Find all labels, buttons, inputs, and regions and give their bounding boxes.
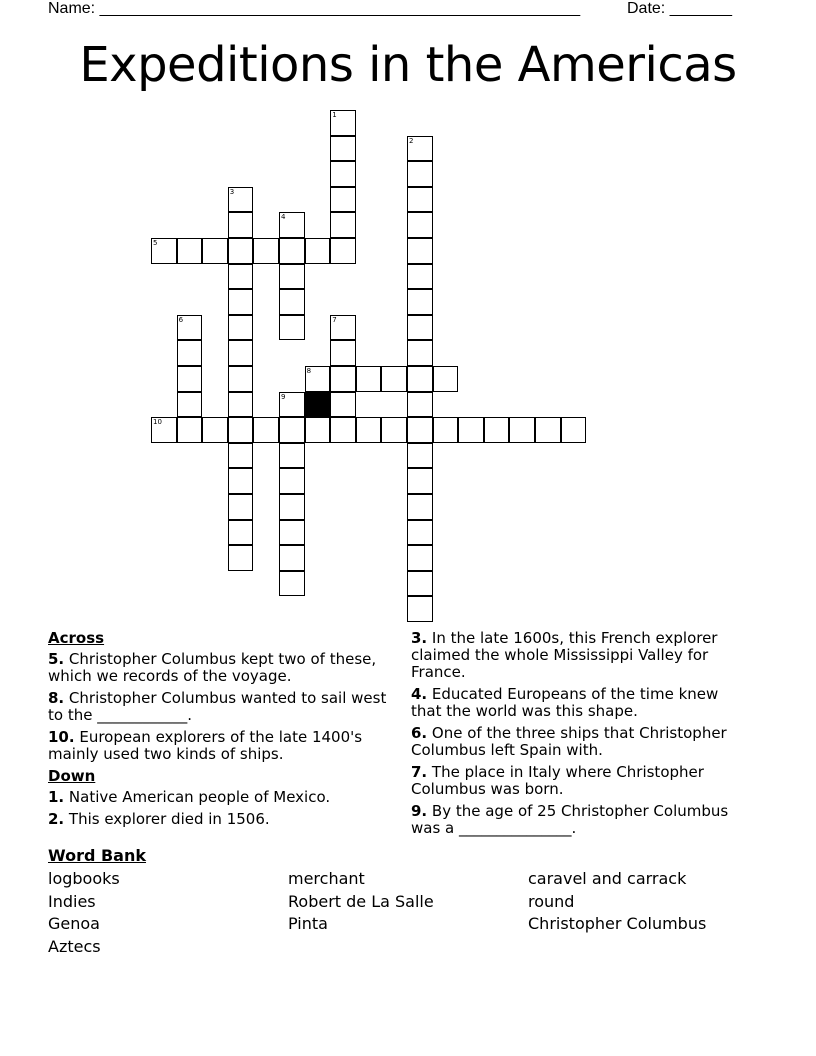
clue-down-6 xyxy=(411,725,751,759)
word-bank-title: Word Bank xyxy=(48,846,147,865)
crossword-cell[interactable] xyxy=(305,238,331,264)
date-line: Date: _______ xyxy=(627,0,732,17)
crossword-cell[interactable] xyxy=(279,238,305,264)
crossword-cell[interactable] xyxy=(279,392,305,418)
clue-down-7 xyxy=(411,764,751,798)
word-bank-item: Indies xyxy=(48,891,96,911)
crossword-cell[interactable] xyxy=(228,340,254,366)
crossword-cell[interactable] xyxy=(330,238,356,264)
crossword-cell[interactable] xyxy=(407,417,433,443)
crossword-cell[interactable] xyxy=(484,417,510,443)
clue-down-2 xyxy=(48,811,398,828)
clue-text: Christopher Columbus wanted to sail west to the ____________. xyxy=(48,689,387,724)
crossword-cell[interactable] xyxy=(253,417,279,443)
crossword-cell[interactable] xyxy=(305,366,331,392)
crossword-cell[interactable] xyxy=(407,315,433,341)
clue-number-label: 3 xyxy=(229,187,235,196)
crossword-cell[interactable] xyxy=(228,545,254,571)
clue-number-label: 8 xyxy=(306,367,312,375)
crossword-cell[interactable] xyxy=(177,366,203,392)
crossword-cell[interactable] xyxy=(407,238,433,264)
clue-text: This explorer died in 1506. xyxy=(68,810,270,828)
crossword-cell[interactable] xyxy=(561,417,587,443)
crossword-cell[interactable] xyxy=(228,212,254,238)
crossword-cell[interactable] xyxy=(433,366,459,392)
word-bank-item: Robert de La Salle xyxy=(288,891,434,911)
clue-number: 3. xyxy=(411,629,428,647)
clue-number-label: 10 xyxy=(153,418,162,427)
clue-across-10 xyxy=(48,729,398,763)
word-bank-column xyxy=(288,868,434,936)
clue-number-label: 7 xyxy=(332,315,337,324)
crossword-cell[interactable] xyxy=(330,417,356,443)
crossword-cell[interactable] xyxy=(356,417,382,443)
crossword-cell[interactable] xyxy=(407,392,433,418)
clue-text: Native American people of Mexico. xyxy=(68,788,331,806)
crossword-cell[interactable] xyxy=(202,417,228,443)
clue-text: One of the three ships that Christopher Columbus left Spain with. xyxy=(411,724,727,759)
name-line: Name: ______________________________________________________ xyxy=(48,0,581,17)
crossword-cell[interactable] xyxy=(305,417,331,443)
crossword-cell[interactable] xyxy=(279,289,305,315)
crossword-cell[interactable] xyxy=(177,417,203,443)
word-bank-item: Christopher Columbus xyxy=(528,914,707,934)
page-title: Expeditions in the Americas xyxy=(79,37,737,93)
clue-number: 5. xyxy=(48,650,65,668)
crossword-cell[interactable] xyxy=(177,238,203,264)
crossword-cell[interactable] xyxy=(177,392,203,418)
clue-number: 10. xyxy=(48,728,75,746)
crossword-cell[interactable] xyxy=(177,340,203,366)
crossword-cell[interactable] xyxy=(279,315,305,341)
clue-text: Christopher Columbus kept two of these, which we records of the voyage. xyxy=(48,650,377,685)
crossword-cell[interactable] xyxy=(535,417,561,443)
clue-down-3 xyxy=(411,630,751,681)
clue-across-8 xyxy=(48,690,398,724)
clue-number: 8. xyxy=(48,689,65,707)
clue-text: In the late 1600s, this French explorer claimed the whole Mississippi Valley for France. xyxy=(411,629,718,681)
crossword-cell[interactable] xyxy=(407,545,433,571)
crossword-cell[interactable] xyxy=(228,520,254,546)
crossword-cell[interactable] xyxy=(458,417,484,443)
crossword-cell[interactable] xyxy=(330,161,356,187)
crossword-black-cell xyxy=(305,392,331,418)
clue-across-5 xyxy=(48,651,398,685)
word-bank-item: Genoa xyxy=(48,914,100,934)
clue-number: 2. xyxy=(48,810,65,828)
clue-text: European explorers of the late 1400's mainly used two kinds of ships. xyxy=(48,728,363,763)
crossword-cell[interactable] xyxy=(407,161,433,187)
crossword-cell[interactable] xyxy=(381,366,407,392)
crossword-cell[interactable] xyxy=(330,187,356,213)
clue-number: 9. xyxy=(411,802,428,820)
clues-right-column xyxy=(411,630,751,842)
crossword-cell[interactable] xyxy=(330,366,356,392)
clue-text: By the age of 25 Christopher Columbus was a _______________. xyxy=(411,802,729,837)
clue-number: 1. xyxy=(48,788,65,806)
crossword-cell[interactable] xyxy=(330,315,356,341)
crossword-cell[interactable] xyxy=(279,571,305,597)
crossword-cell[interactable] xyxy=(279,212,305,238)
crossword-cell[interactable] xyxy=(279,468,305,494)
clue-number-label: 5 xyxy=(153,239,158,247)
crossword-cell[interactable] xyxy=(279,494,305,520)
crossword-cell[interactable] xyxy=(228,264,254,290)
crossword-cell[interactable] xyxy=(228,315,254,341)
crossword-cell[interactable] xyxy=(381,417,407,443)
crossword-cell[interactable] xyxy=(228,417,254,443)
crossword-cell[interactable] xyxy=(407,520,433,546)
across-heading: Across xyxy=(48,629,105,647)
crossword-cell[interactable] xyxy=(202,238,228,264)
crossword-cell[interactable] xyxy=(330,110,356,136)
crossword-cell[interactable] xyxy=(151,238,177,264)
crossword-cell[interactable] xyxy=(330,212,356,238)
crossword-cell[interactable] xyxy=(407,187,433,213)
crossword-cell[interactable] xyxy=(407,340,433,366)
crossword-cell[interactable] xyxy=(407,571,433,597)
crossword-cell[interactable] xyxy=(356,366,382,392)
clue-down-1 xyxy=(48,789,398,806)
word-bank-item: merchant xyxy=(288,869,365,888)
word-bank-item: round xyxy=(528,891,575,911)
crossword-cell[interactable] xyxy=(228,494,254,520)
crossword-cell[interactable] xyxy=(177,315,203,341)
word-bank-column xyxy=(48,868,120,959)
clue-number-label: 6 xyxy=(178,315,184,324)
word-bank-item: caravel and carrack xyxy=(528,869,687,888)
crossword-cell[interactable] xyxy=(407,212,433,238)
crossword-cell[interactable] xyxy=(407,494,433,520)
clue-number-label: 4 xyxy=(281,213,286,222)
crossword-cell[interactable] xyxy=(279,520,305,546)
clues-left-column xyxy=(48,630,398,833)
word-bank-item: Aztecs xyxy=(48,937,101,957)
crossword-cell[interactable] xyxy=(330,136,356,162)
crossword-cell[interactable] xyxy=(509,417,535,443)
clue-number-label: 9 xyxy=(281,392,286,401)
word-bank-item: logbooks xyxy=(48,869,120,888)
crossword-cell[interactable] xyxy=(228,468,254,494)
crossword-cell[interactable] xyxy=(407,136,433,162)
crossword-cell[interactable] xyxy=(228,187,254,213)
clue-number: 4. xyxy=(411,685,428,703)
clue-number-label: 2 xyxy=(409,136,414,145)
crossword-cell[interactable] xyxy=(330,340,356,366)
crossword-cell[interactable] xyxy=(228,366,254,392)
clue-down-9 xyxy=(411,803,751,837)
crossword-cell[interactable] xyxy=(407,264,433,290)
crossword-cell[interactable] xyxy=(407,468,433,494)
word-bank-item: Pinta xyxy=(288,914,328,934)
down-heading: Down xyxy=(48,767,96,785)
crossword-cell[interactable] xyxy=(433,417,459,443)
crossword-cell[interactable] xyxy=(253,238,279,264)
crossword-cell[interactable] xyxy=(228,392,254,418)
crossword-cell[interactable] xyxy=(151,417,177,443)
clue-number-label: 1 xyxy=(332,111,337,119)
crossword-cell[interactable] xyxy=(407,443,433,469)
crossword-cell[interactable] xyxy=(228,289,254,315)
clue-text: Educated Europeans of the time knew that the world was this shape. xyxy=(411,685,719,720)
clue-number: 7. xyxy=(411,763,428,781)
clue-down-4 xyxy=(411,686,751,720)
clue-number: 6. xyxy=(411,724,428,742)
crossword-cell[interactable] xyxy=(279,417,305,443)
crossword-cell[interactable] xyxy=(407,596,433,622)
clue-text: The place in Italy where Christopher Columbus was born. xyxy=(411,763,704,798)
crossword-cell[interactable] xyxy=(228,443,254,469)
crossword-cell[interactable] xyxy=(407,366,433,392)
crossword-cell[interactable] xyxy=(330,392,356,418)
crossword-cell[interactable] xyxy=(407,289,433,315)
crossword-cell[interactable] xyxy=(279,264,305,290)
crossword-cell[interactable] xyxy=(279,545,305,571)
crossword-cell[interactable] xyxy=(228,238,254,264)
word-bank-column xyxy=(528,868,706,936)
crossword-cell[interactable] xyxy=(279,443,305,469)
